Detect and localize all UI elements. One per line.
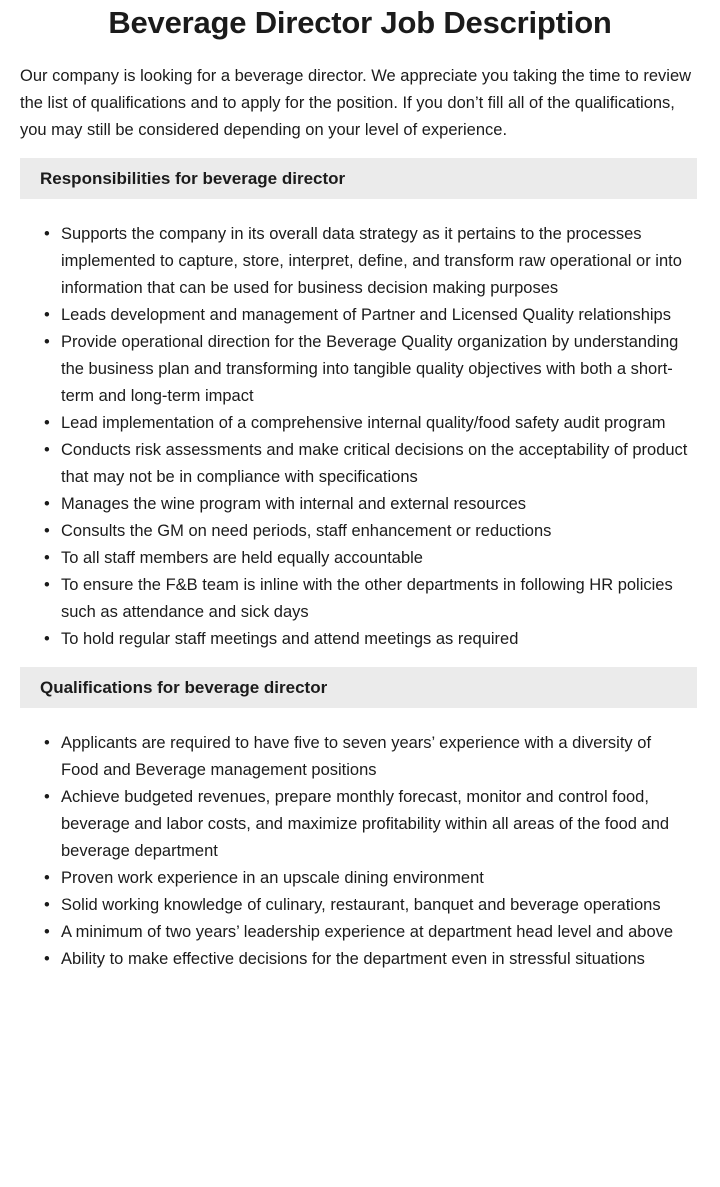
bullet-icon: • — [44, 576, 50, 594]
bullet-icon: • — [44, 630, 50, 648]
bullet-icon: • — [44, 522, 50, 540]
bullet-icon: • — [44, 734, 50, 752]
list-item — [44, 437, 688, 491]
bullet-icon: • — [44, 788, 50, 806]
list-item — [44, 730, 688, 784]
section-header-qualifications — [20, 667, 697, 708]
bullet-icon: • — [44, 869, 50, 887]
section-heading-label: Qualifications for beverage director — [40, 678, 328, 697]
list-item — [44, 302, 688, 329]
list-item-text: A minimum of two years’ leadership experience at department head level and above — [61, 923, 674, 941]
section-heading-label: Responsibilities for beverage director — [40, 169, 346, 188]
bullet-icon: • — [44, 495, 50, 513]
list-item — [44, 410, 688, 437]
intro-paragraph: Our company is looking for a beverage director. We appreciate you taking the time to review the list of qualifications and to apply for the position. If you don’t fill all of the qualifications, you may still be considered depending on your level of experience. — [20, 67, 692, 139]
list-item-text: To ensure the F&B team is inline with the other departments in following HR policies such as attendance and sick days — [61, 576, 673, 621]
page-title: Beverage Director Job Description — [108, 5, 612, 40]
bullet-icon: • — [44, 306, 50, 324]
list-item — [44, 221, 688, 302]
list-item — [44, 572, 688, 626]
list-item — [44, 491, 688, 518]
list-item — [44, 865, 688, 892]
bullet-icon: • — [44, 896, 50, 914]
list-item — [44, 784, 688, 865]
bullet-icon: • — [44, 950, 50, 968]
list-item — [44, 518, 688, 545]
list-item-text: Lead implementation of a comprehensive internal quality/food safety audit program — [61, 414, 666, 432]
list-item-text: Manages the wine program with internal and external resources — [61, 495, 526, 513]
list-item-text: Proven work experience in an upscale dining environment — [61, 869, 484, 887]
list-item — [44, 946, 688, 973]
list-item — [44, 892, 688, 919]
list-item-text: Achieve budgeted revenues, prepare monthly forecast, monitor and control food, beverage and labor costs, and maximize profitability within all areas of the food and beverage department — [61, 788, 670, 860]
list-item — [44, 626, 688, 653]
bullet-icon: • — [44, 923, 50, 941]
qualifications-list — [0, 708, 720, 973]
list-item-text: Solid working knowledge of culinary, restaurant, banquet and beverage operations — [61, 896, 661, 914]
list-item-text: Ability to make effective decisions for the department even in stressful situations — [61, 950, 645, 968]
bullet-icon: • — [44, 441, 50, 459]
bullet-icon: • — [44, 549, 50, 567]
list-item-text: Consults the GM on need periods, staff enhancement or reductions — [61, 522, 552, 540]
list-item — [44, 919, 688, 946]
bullet-icon: • — [44, 225, 50, 243]
list-item-text: To hold regular staff meetings and attend meetings as required — [61, 630, 519, 648]
responsibilities-list — [0, 199, 720, 653]
list-item — [44, 545, 688, 572]
list-item-text: Leads development and management of Partner and Licensed Quality relationships — [61, 306, 671, 324]
section-header-responsibilities — [20, 158, 697, 199]
list-item-text: Applicants are required to have five to seven years’ experience with a diversity of Food and Beverage management positions — [61, 734, 652, 779]
list-item-text: Conducts risk assessments and make critical decisions on the acceptability of product that may not be in compliance with specifications — [61, 441, 688, 486]
list-item-text: Supports the company in its overall data strategy as it pertains to the processes implemented to capture, store, interpret, define, and transform raw operational or into information that can be used for business decision making purposes — [61, 225, 682, 297]
list-item-text: To all staff members are held equally accountable — [61, 549, 423, 567]
list-item-text: Provide operational direction for the Beverage Quality organization by understanding the business plan and transforming into tangible quality objectives with both a short-term and long-term impact — [61, 333, 679, 405]
bullet-icon: • — [44, 333, 50, 351]
bullet-icon: • — [44, 414, 50, 432]
list-item — [44, 329, 688, 410]
